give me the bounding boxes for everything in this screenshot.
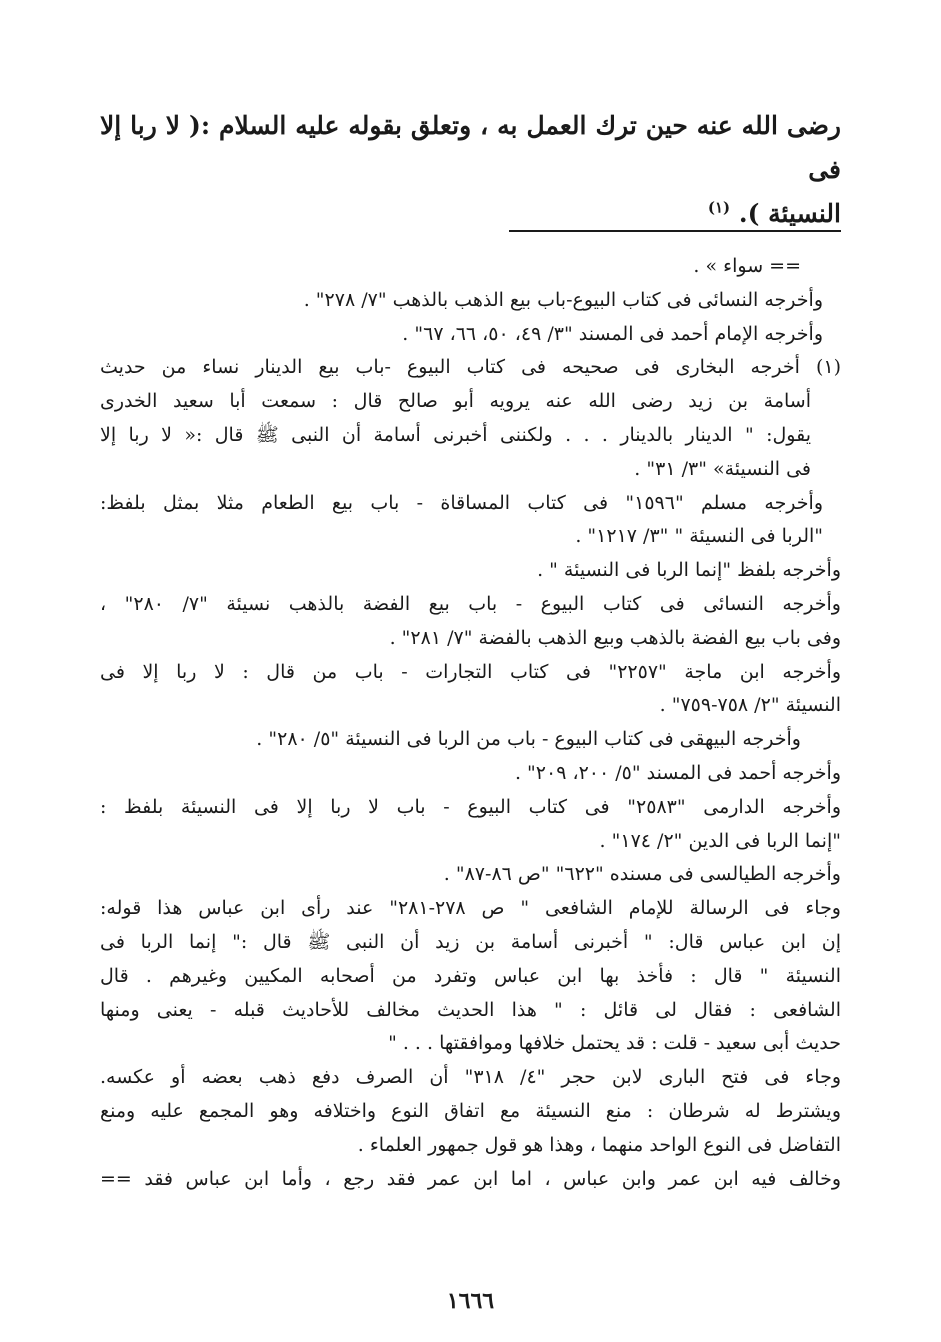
- footnote-line: "الربا فى النسيئة " "٣/ ١٢١٧" .: [575, 525, 823, 548]
- footnote-line: وجاء فى فتح البارى لابن حجر "٤/ ٣١٨" أن الصرف دفع ذهب بعضه أو عكسه.: [100, 1066, 841, 1089]
- footnote-line: وأخرجه مسلم "١٥٩٦" فى كتاب المساقاة - باب بيع الطعام مثلا بمثل بلفظ:: [100, 491, 823, 514]
- footnote-line: النسيئة "٢/ ٧٥٨-٧٥٩" .: [659, 694, 841, 717]
- footnote-line: الشافعى : فقال لى قائل : " هذا الحديث مخالف للأحاديث قبله - يعنى ومنها: [100, 998, 841, 1021]
- footnote-line: وجاء فى الرسالة للإمام الشافعى " ص ٢٧٨-٢٨١" عند رأى ابن عباس هذا قوله:: [100, 897, 841, 920]
- main-text-block: [100, 104, 841, 236]
- footnote-line: وأخرجه الطيالسى فى مسنده "٦٢٢" "ص ٨٦-٨٧" .: [443, 863, 841, 886]
- footnote-line: وخالف فيه ابن عمر وابن عباس ، اما ابن عمر فقد رجع ، وأما ابن عباس فقد ==: [100, 1167, 841, 1190]
- main-text-line-2-text: النسيئة ).: [738, 199, 841, 228]
- footnote-line: حديث أبى سعيد - قلت : قد يحتمل خلافها وموافقتها . . . ": [388, 1032, 841, 1055]
- footnote-line: وأخرجه النسائى فى كتاب البيوع-باب بيع الذهب بالذهب "٧/ ٢٧٨" .: [303, 288, 823, 311]
- footnote-line: فى النسيئة» "٣/ ٣١" .: [634, 457, 811, 480]
- footnote-line: النسيئة " قال : فأخذ بها ابن عباس وتفرد من أصحابه المكيين وغيرهم . قال: [100, 964, 841, 987]
- main-text-line-1: رضى الله عنه حين ترك العمل به ، وتعلق بقوله عليه السلام :( لا ربا إلا فى: [100, 111, 841, 184]
- footnote-ref-1: (١): [707, 198, 731, 217]
- footnote-line: (١) أخرجه البخارى فى صحيحه فى كتاب البيوع -باب بيع الدينار نساء من حديث: [100, 356, 841, 379]
- footnote-line: وأخرجه الإمام أحمد فى المسند "٣/ ٤٩، ٥٠، ٦٦، ٦٧" .: [402, 322, 823, 345]
- footnote-line: إن ابن عباس قال: " أخبرنى أسامة بن زيد أن النبى ﷺ قال :" إنما الربا فى: [100, 930, 841, 953]
- footnote-line: التفاضل فى النوع الواحد منهما ، وهذا هو قول جمهور العلماء .: [357, 1133, 841, 1156]
- footnote-line: وفى باب بيع الفضة بالذهب وبيع الذهب بالفضة "٧/ ٢٨١" .: [389, 626, 841, 649]
- footnote-line: وأخرجه النسائى فى كتاب البيوع - باب بيع الفضة بالذهب نسيئة "٧/ ٢٨٠" ،: [100, 592, 841, 615]
- footnote-line: وأخرجه أحمد فى المسند "٥/ ٢٠٠، ٢٠٩" .: [514, 761, 841, 784]
- footnote-line: وأخرجه بلفظ "إنما الربا فى النسيئة " .: [537, 559, 841, 582]
- footnotes-block: [100, 250, 841, 1196]
- footnote-line: == سواء » .: [693, 255, 801, 277]
- footnote-line: ويشترط له شرطان : منع النسيئة مع اتفاق النوع واختلافه وهو المجمع عليه ومنع: [100, 1099, 841, 1122]
- footnote-line: "إنما الربا فى الدين "٢/ ١٧٤" .: [599, 829, 841, 852]
- footnote-line: وأخرجه البيهقى فى كتاب البيوع - باب من الربا فى النسيئة "٥/ ٢٨٠" .: [256, 728, 801, 751]
- footnote-line: يقول: " الدينار بالدينار . . . ولكننى أخبرنى أسامة أن النبى ﷺ قال :« لا ربا إلا: [100, 423, 811, 446]
- footnote-line: أسامة بن زيد رضى الله عنه يرويه أبو صالح قال : سمعت أبا سعيد الخدرى: [100, 390, 811, 413]
- footnote-line: وأخرجه ابن ماجة "٢٢٥٧" فى كتاب التجارات - باب من قال : لا ربا إلا فى: [100, 660, 841, 683]
- page-number: ١٦٦٦: [446, 1288, 495, 1314]
- footnote-separator: [509, 230, 841, 232]
- footnote-line: وأخرجه الدارمى "٢٥٨٣" فى كتاب البيوع - باب لا ربا إلا فى النسيئة بلفظ :: [100, 795, 841, 818]
